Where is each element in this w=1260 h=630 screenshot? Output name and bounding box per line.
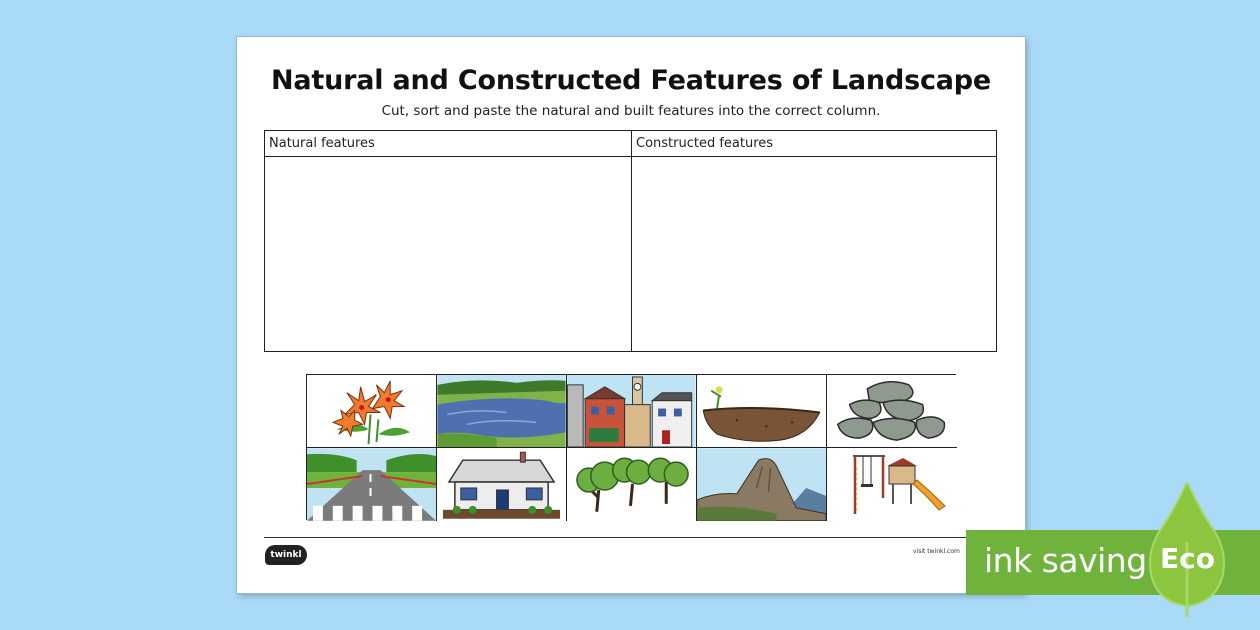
sorting-table (264, 130, 997, 352)
soil-patch-icon (697, 375, 826, 447)
road-crossing-icon (307, 448, 436, 521)
trees-icon (567, 448, 696, 521)
natural-features-heading: Natural features (269, 136, 375, 151)
playground-icon (827, 448, 957, 521)
town-buildings-icon (567, 375, 696, 447)
card-house[interactable] (437, 448, 567, 521)
lily-flowers-icon (307, 375, 436, 447)
natural-features-area[interactable] (265, 157, 631, 351)
footer-rule (264, 537, 997, 538)
worksheet-page (237, 37, 1025, 593)
card-rocks[interactable] (827, 375, 957, 448)
card-town[interactable] (567, 375, 697, 448)
card-lily[interactable] (307, 375, 437, 448)
rocks-icon (827, 375, 957, 447)
eco-label: Eco (1160, 542, 1215, 575)
card-river[interactable] (437, 375, 567, 448)
river-icon (437, 375, 566, 447)
card-mountain[interactable] (697, 448, 827, 521)
picture-cards-grid (306, 374, 956, 520)
mountain-icon (697, 448, 826, 521)
card-trees[interactable] (567, 448, 697, 521)
ink-saving-text: ink saving (984, 541, 1147, 580)
house-icon (437, 448, 566, 521)
worksheet-title: Natural and Constructed Features of Landscape (270, 65, 992, 96)
constructed-features-area[interactable] (632, 157, 996, 351)
twinkl-logo: twinkl (265, 545, 307, 565)
card-playground[interactable] (827, 448, 957, 521)
card-road[interactable] (307, 448, 437, 521)
card-soil[interactable] (697, 375, 827, 448)
worksheet-subtitle: Cut, sort and paste the natural and built features into the correct column. (381, 103, 881, 119)
visit-link[interactable]: visit twinkl.com (913, 548, 960, 555)
constructed-features-heading: Constructed features (636, 136, 774, 151)
